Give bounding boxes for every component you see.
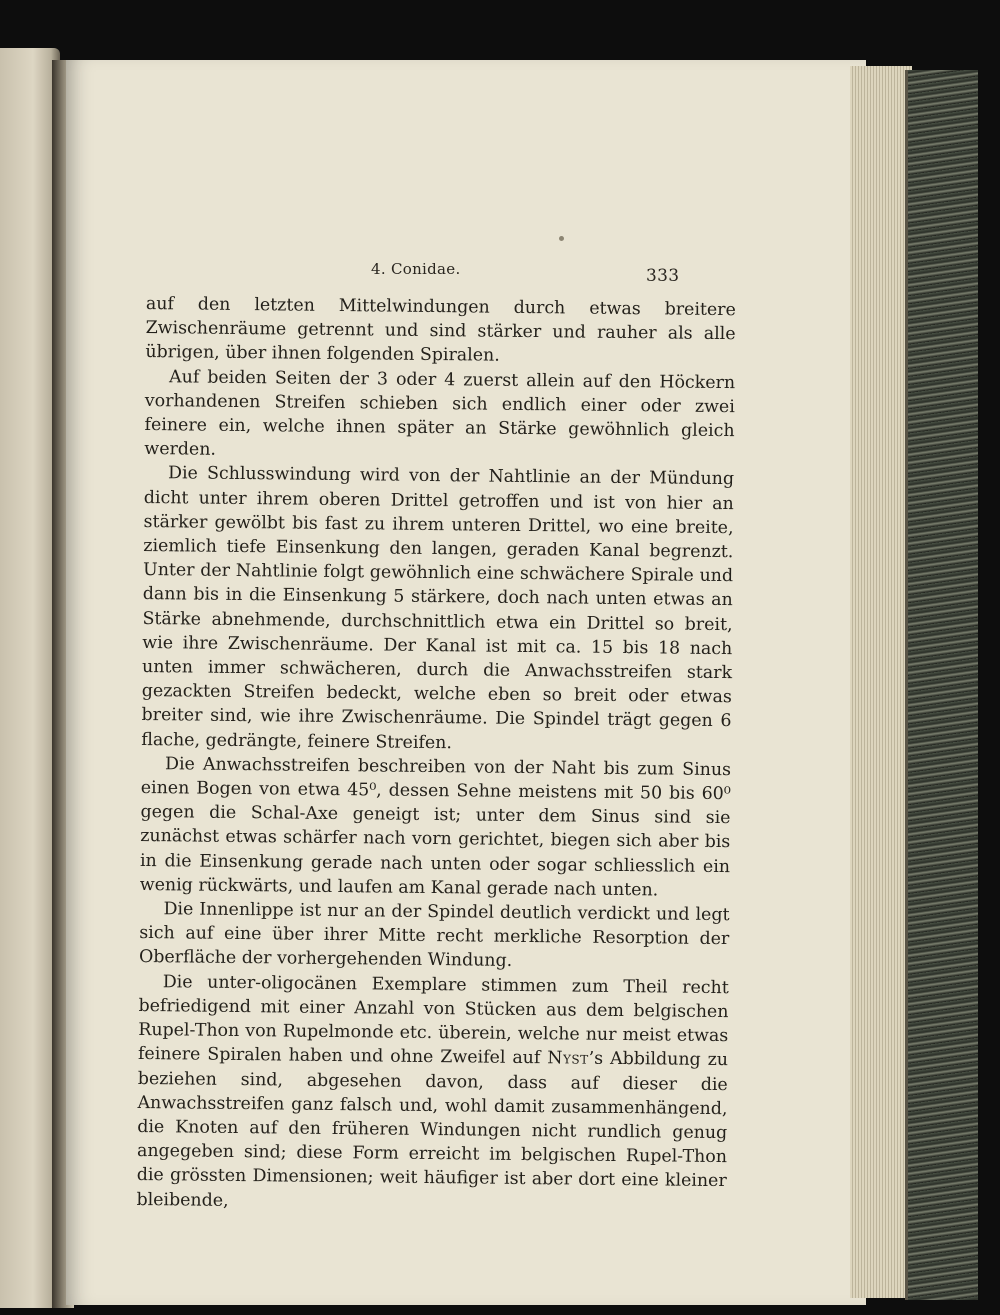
section-title: 4. Conidae.: [371, 260, 461, 278]
paper-speck: [559, 236, 564, 241]
paragraph: Die Innenlippe ist nur an der Spindel deutlich verdickt und legt sich auf eine über ihrer Mitte recht merkliche Resorption der Oberfläche der vorhergehenden Windung.: [138, 899, 730, 972]
paragraph-continued: auf den letzten Mittelwindungen durch etwas breitere Zwischenräume getrennt und sind stärker und rauher als alle übrigen, über ihnen folgenden Spiralen.: [145, 293, 736, 367]
paragraph: Die Schlusswindung wird von der Nahtlinie an der Mündung dicht unter ihrem oberen Drittel getroffen und ist von hier an stärker gewölbt bis fast zu ihrem unteren Drittel, wo eine breite, ziemlich tiefe Einsenkung den langen, geraden Kanal begrenzt. Unter der Nahtlinie folgt gewöhnlich eine schwächere Spirale und dann bis in die Einsenkung 5 stärkere, doch nach unten etwas an Stärke abnehmende, durchschnittlich etwa ein Drittel so breit, wie ihre Zwischenräume. Der Kanal ist mit ca. 15 bis 18 nach unten immer schwächeren, durch die Anwachsstreifen stark gezackten Streifen bedeckt, welche eben so breit oder etwas breiter sind, wie ihre Zwischenräume. Die Spindel trägt gegen 6 flache, gedrängte, feinere Streifen.: [141, 463, 735, 753]
paragraph: Auf beiden Seiten der 3 oder 4 zuerst allein auf den Höckern vorhandenen Streifen schieben sich endlich einer oder zwei feinere ein, welche ihnen später an Stärke gewöhnlich gleich werden.: [144, 366, 736, 460]
paragraph-last: [136, 970, 729, 1218]
page-number: 333: [646, 266, 680, 286]
book-page: [66, 60, 866, 1305]
paragraph-text-before: Die unter-oligocänen Exemplare stimmen zum Theil recht befriedigend mit einer Anzahl von Stücken aus dem belgischen Rupel-Thon von Rupelmonde etc. überein, welche nur meist etwas feinere Spiralen haben und ohne Zweifel auf: [137, 971, 729, 1069]
left-page-edge: [0, 48, 60, 1308]
marbled-cover: [905, 70, 978, 1300]
paragraph-text-after: ’s Abbildung zu beziehen sind, abgesehen davon, dass auf dieser die Anwachsstreifen ganz falsch und, wohl damit zusammenhängend, die Knoten auf den früheren Windungen nicht rundlich genug angegeben sind; diese Form erreicht im belgischen Rupel-Thon die grössten Dimensionen; weit häufiger ist aber dort eine kleiner bleibende,: [136, 1048, 729, 1211]
page-block-edges: [850, 66, 912, 1298]
author-name: Nyst: [547, 1048, 589, 1069]
body-text: [136, 292, 736, 1218]
paragraph: Die Anwachsstreifen beschreiben von der Naht bis zum Sinus einen Bogen von etwa 45⁰, dessen Sehne meistens mit 50 bis 60⁰ gegen die Schal-Axe geneigt ist; unter dem Sinus sind sie zunächst etwas schärfer nach vorn gerichtet, biegen sich aber bis in die Einsenkung gerade nach unten oder sogar schliesslich ein wenig rückwärts, und laufen am Kanal gerade nach unten.: [139, 754, 732, 901]
